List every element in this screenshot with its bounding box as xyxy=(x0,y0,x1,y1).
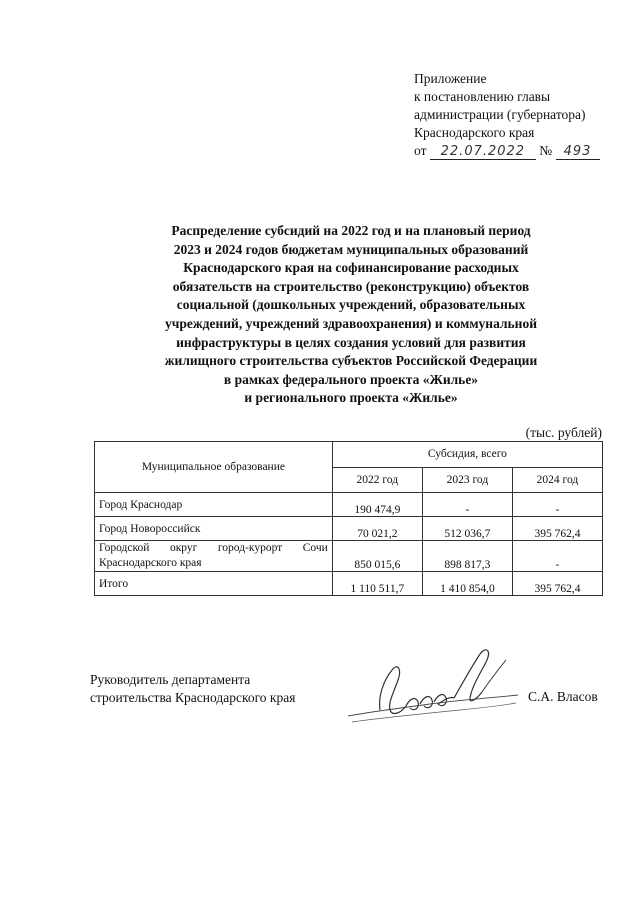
total-label: Итого xyxy=(95,572,333,596)
date-prefix: от xyxy=(414,143,427,158)
document-title xyxy=(96,222,606,408)
handwritten-number: 493 xyxy=(556,145,600,160)
row-value-2023: - xyxy=(422,493,512,517)
table-header-row xyxy=(95,442,603,468)
header-year: 2023 год xyxy=(422,467,512,493)
signer-title-line: строительства Краснодарского края xyxy=(90,690,296,705)
row-value-2024: - xyxy=(512,493,602,517)
appendix-line: администрации (губернатора) xyxy=(414,107,586,122)
row-value-2024: 395 762,4 xyxy=(512,517,602,541)
appendix-date-line xyxy=(414,142,600,160)
row-value-2023: 898 817,3 xyxy=(422,541,512,572)
header-year: 2022 год xyxy=(332,467,422,493)
signer-title-line: Руководитель департамента xyxy=(90,672,251,687)
total-value-2023: 1 410 854,0 xyxy=(422,572,512,596)
row-value-2024: - xyxy=(512,541,602,572)
title-line: Распределение субсидий на 2022 год и на плановый период xyxy=(171,223,531,238)
subsidy-table xyxy=(94,441,603,596)
number-prefix: № xyxy=(539,143,553,158)
header-municipality: Муниципальное образование xyxy=(95,442,333,493)
signer-name: С.А. Власов xyxy=(528,689,598,704)
row-municipality: Городской округ город-курорт Сочи Краснодарского края xyxy=(95,541,333,572)
handwritten-date: 22.07.2022 xyxy=(430,145,536,160)
signer-title xyxy=(90,671,295,707)
title-line: учреждений, учреждений здравоохранения) и коммунальной xyxy=(165,315,537,331)
title-line: в рамках федерального проекта «Жилье» xyxy=(223,371,479,387)
row-value-2022: 190 474,9 xyxy=(332,493,422,517)
row-value-2022: 70 021,2 xyxy=(332,517,422,541)
total-value-2024: 395 762,4 xyxy=(512,572,602,596)
row-value-2022: 850 015,6 xyxy=(332,541,422,572)
handwritten-signature xyxy=(340,640,530,730)
title-line: обязательств на строительство (реконструкцию) объектов xyxy=(172,278,530,294)
title-line: социальной (дошкольных учреждений, образовательных xyxy=(176,297,526,313)
title-line: и регионального проекта «Жилье» xyxy=(244,390,458,406)
header-year: 2024 год xyxy=(512,467,602,493)
row-municipality: Город Новороссийск xyxy=(95,517,333,541)
appendix-line: Краснодарского края xyxy=(414,125,535,140)
appendix-line: Приложение xyxy=(414,71,487,86)
table-row xyxy=(95,517,603,541)
table-row xyxy=(95,493,603,517)
appendix-line: к постановлению главы xyxy=(414,89,551,104)
title-line: Краснодарского края на софинансирование расходных xyxy=(183,260,519,276)
table-total-row xyxy=(95,572,603,596)
header-subsidy: Субсидия, всего xyxy=(332,442,602,468)
title-line: инфраструктуры в целях создания условий для развития xyxy=(176,334,526,350)
row-municipality: Город Краснодар xyxy=(95,493,333,517)
table-row xyxy=(95,541,603,572)
row-value-2023: 512 036,7 xyxy=(422,517,512,541)
appendix-block xyxy=(414,70,600,160)
title-line: жилищного строительства субъектов Российской Федерации xyxy=(164,353,538,369)
title-line: 2023 и 2024 годов бюджетам муниципальных образований xyxy=(173,241,529,257)
units-label: (тыс. рублей) xyxy=(525,425,602,440)
total-value-2022: 1 110 511,7 xyxy=(332,572,422,596)
